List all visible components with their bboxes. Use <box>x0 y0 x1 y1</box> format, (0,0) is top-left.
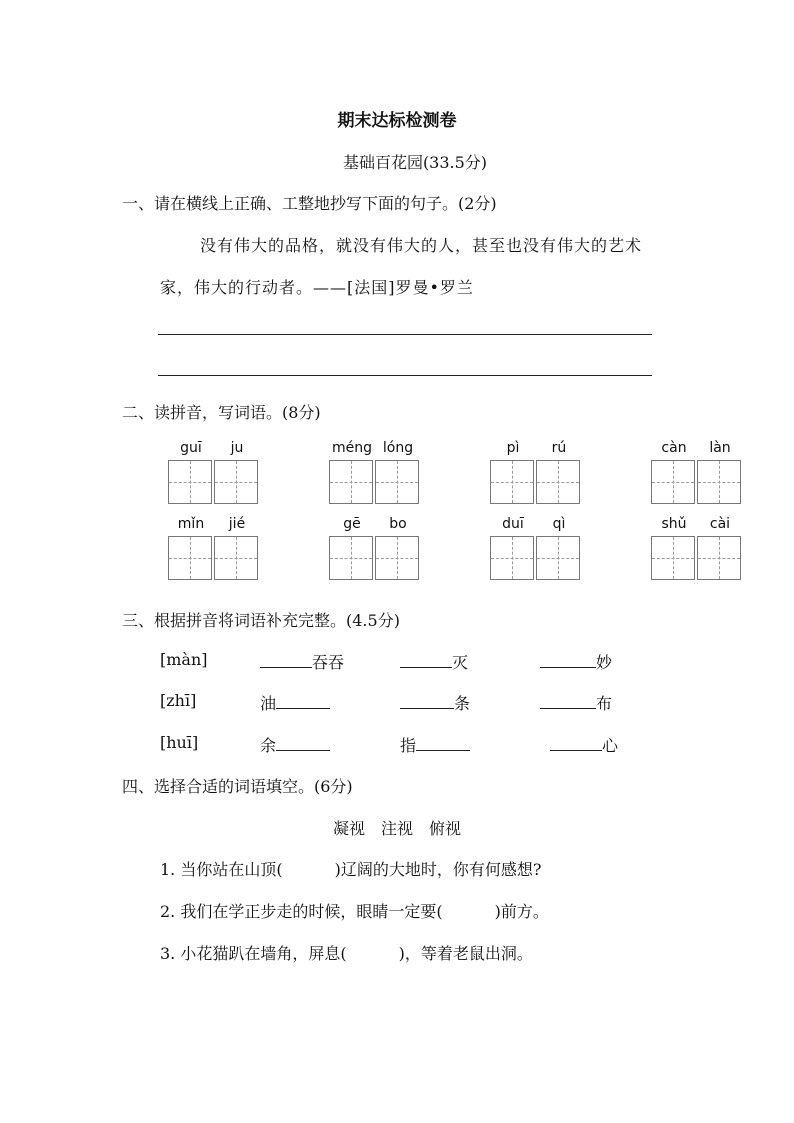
tianzige-cell[interactable] <box>168 460 212 504</box>
pinyin-syllable: làn <box>709 440 731 456</box>
fill-item: 指 <box>400 733 470 756</box>
pinyin-syllable: gē <box>343 516 361 532</box>
pinyin-syllable: guī <box>180 440 202 456</box>
pinyin-syllable: pì <box>506 440 520 456</box>
pinyin-syllable: mǐn <box>177 516 205 532</box>
copy-line-1[interactable] <box>158 334 652 335</box>
tianzige-cell[interactable] <box>329 536 373 580</box>
pinyin-syllable: rú <box>551 440 567 456</box>
tianzige-cell[interactable] <box>490 536 534 580</box>
pinyin-syllable: jié <box>228 516 246 532</box>
fill-item: 心 <box>550 733 618 756</box>
blank[interactable] <box>540 653 596 668</box>
fill-item: 吞吞 <box>260 650 344 673</box>
quote-line-2: 家，伟大的行动者。——[法国]罗曼•罗兰 <box>160 278 474 297</box>
fill-item: 布 <box>540 691 612 714</box>
sentence-2: 2. 我们在学正步走的时候，眼睛一定要( )前方。 <box>160 902 549 921</box>
tianzige-cell[interactable] <box>490 460 534 504</box>
tianzige-cell[interactable] <box>375 460 419 504</box>
word-options: 凝视 注视 俯视 <box>332 819 461 838</box>
fill-item: 油 <box>260 691 330 714</box>
pinyin-syllable: shǔ <box>661 516 687 532</box>
pinyin-syllable: duī <box>502 516 524 532</box>
fill-item: 妙 <box>540 650 612 673</box>
sentence-3: 3. 小花猫趴在墙角，屏息( )，等着老鼠出洞。 <box>160 944 533 963</box>
blank[interactable] <box>276 736 330 751</box>
pinyin-label-hui: [huī] <box>160 733 199 752</box>
blank[interactable] <box>540 694 596 709</box>
tianzige-cell[interactable] <box>697 536 741 580</box>
blank[interactable] <box>550 736 602 751</box>
pinyin-syllable: qì <box>552 516 566 532</box>
tianzige-cell[interactable] <box>697 460 741 504</box>
pinyin-syllable: bo <box>389 516 407 532</box>
quote-line-1: 没有伟大的品格，就没有伟大的人，甚至也没有伟大的艺术 <box>200 236 643 255</box>
blank[interactable] <box>416 736 470 751</box>
tianzige-cell[interactable] <box>329 460 373 504</box>
fill-item: 条 <box>400 691 470 714</box>
fill-item: 灭 <box>400 650 468 673</box>
tianzige-cell[interactable] <box>214 460 258 504</box>
pinyin-label-man: [màn] <box>160 650 208 669</box>
sentence-1: 1. 当你站在山顶( )辽阔的大地时，你有何感想? <box>160 860 542 879</box>
tianzige-cell[interactable] <box>168 536 212 580</box>
tianzige-cell[interactable] <box>651 460 695 504</box>
question-2-heading: 二、读拼音，写词语。(8分) <box>122 403 321 422</box>
pinyin-syllable: méng <box>331 440 372 456</box>
blank[interactable] <box>276 694 330 709</box>
tianzige-cell[interactable] <box>536 460 580 504</box>
pinyin-syllable: càn <box>661 440 687 456</box>
question-1-heading: 一、请在横线上正确、工整地抄写下面的句子。(2分) <box>122 194 497 213</box>
tianzige-cell[interactable] <box>214 536 258 580</box>
tianzige-cell[interactable] <box>536 536 580 580</box>
copy-line-2[interactable] <box>158 375 652 376</box>
tianzige-cell[interactable] <box>651 536 695 580</box>
pinyin-syllable: lóng <box>382 440 414 456</box>
blank[interactable] <box>260 653 312 668</box>
tianzige-cell[interactable] <box>375 536 419 580</box>
blank[interactable] <box>400 653 452 668</box>
question-4-heading: 四、选择合适的词语填空。(6分) <box>122 777 353 796</box>
pinyin-label-zhi: [zhī] <box>160 691 197 710</box>
section-subtitle: 基础百花园(33.5分) <box>342 153 488 172</box>
blank[interactable] <box>400 694 454 709</box>
fill-item: 余 <box>260 733 330 756</box>
page-title: 期末达标检测卷 <box>337 111 457 131</box>
pinyin-syllable: ju <box>230 440 244 456</box>
question-3-heading: 三、根据拼音将词语补充完整。(4.5分) <box>122 611 400 630</box>
pinyin-syllable: cài <box>709 516 731 532</box>
